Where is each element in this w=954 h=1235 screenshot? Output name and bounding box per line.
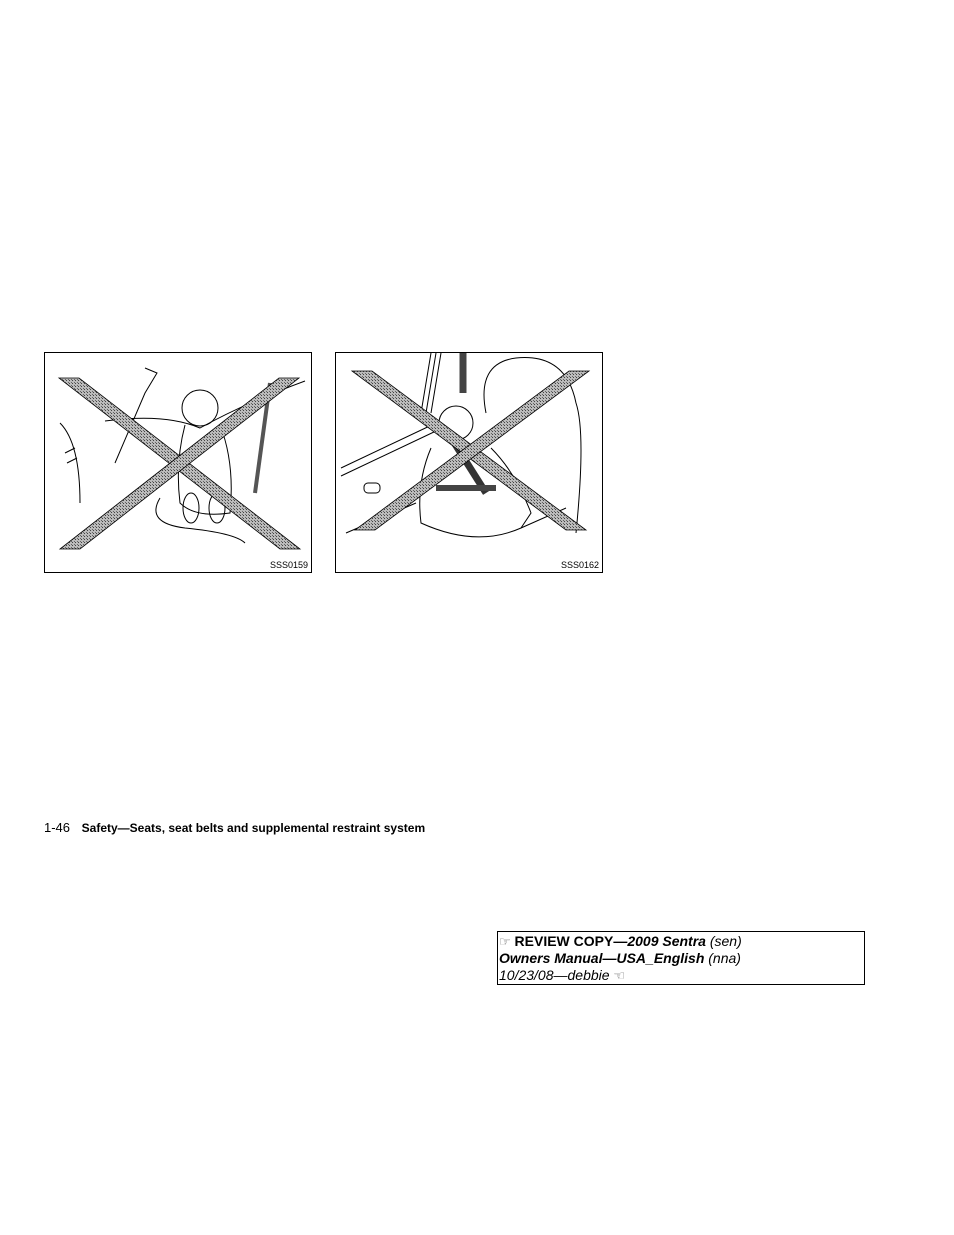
review-model-code: (sen) (709, 933, 742, 949)
illustration-child-shoulder-belt (336, 353, 604, 574)
illustration-child-standing (45, 353, 313, 574)
review-manual: Owners Manual—USA_English (499, 950, 705, 966)
figure-child-standing (44, 352, 312, 573)
page-number: 1-46 (44, 820, 71, 835)
review-date-author: 10/23/08—debbie (499, 967, 610, 983)
review-model: 2009 Sentra (627, 933, 706, 949)
figure-child-shoulder-belt (335, 352, 603, 573)
review-prefix: REVIEW COPY— (514, 933, 628, 949)
page-footer (44, 820, 425, 835)
review-region-code: (nna) (708, 950, 741, 966)
hand-pointing-right-icon: ☞ (499, 934, 511, 949)
figure-code: SSS0159 (269, 560, 308, 570)
hand-pointing-left-icon: ☜ (613, 968, 626, 983)
section-title: Safety—Seats, seat belts and supplemental restraint system (81, 821, 426, 835)
review-copy-stamp (497, 931, 865, 985)
figure-code: SSS0162 (560, 560, 599, 570)
